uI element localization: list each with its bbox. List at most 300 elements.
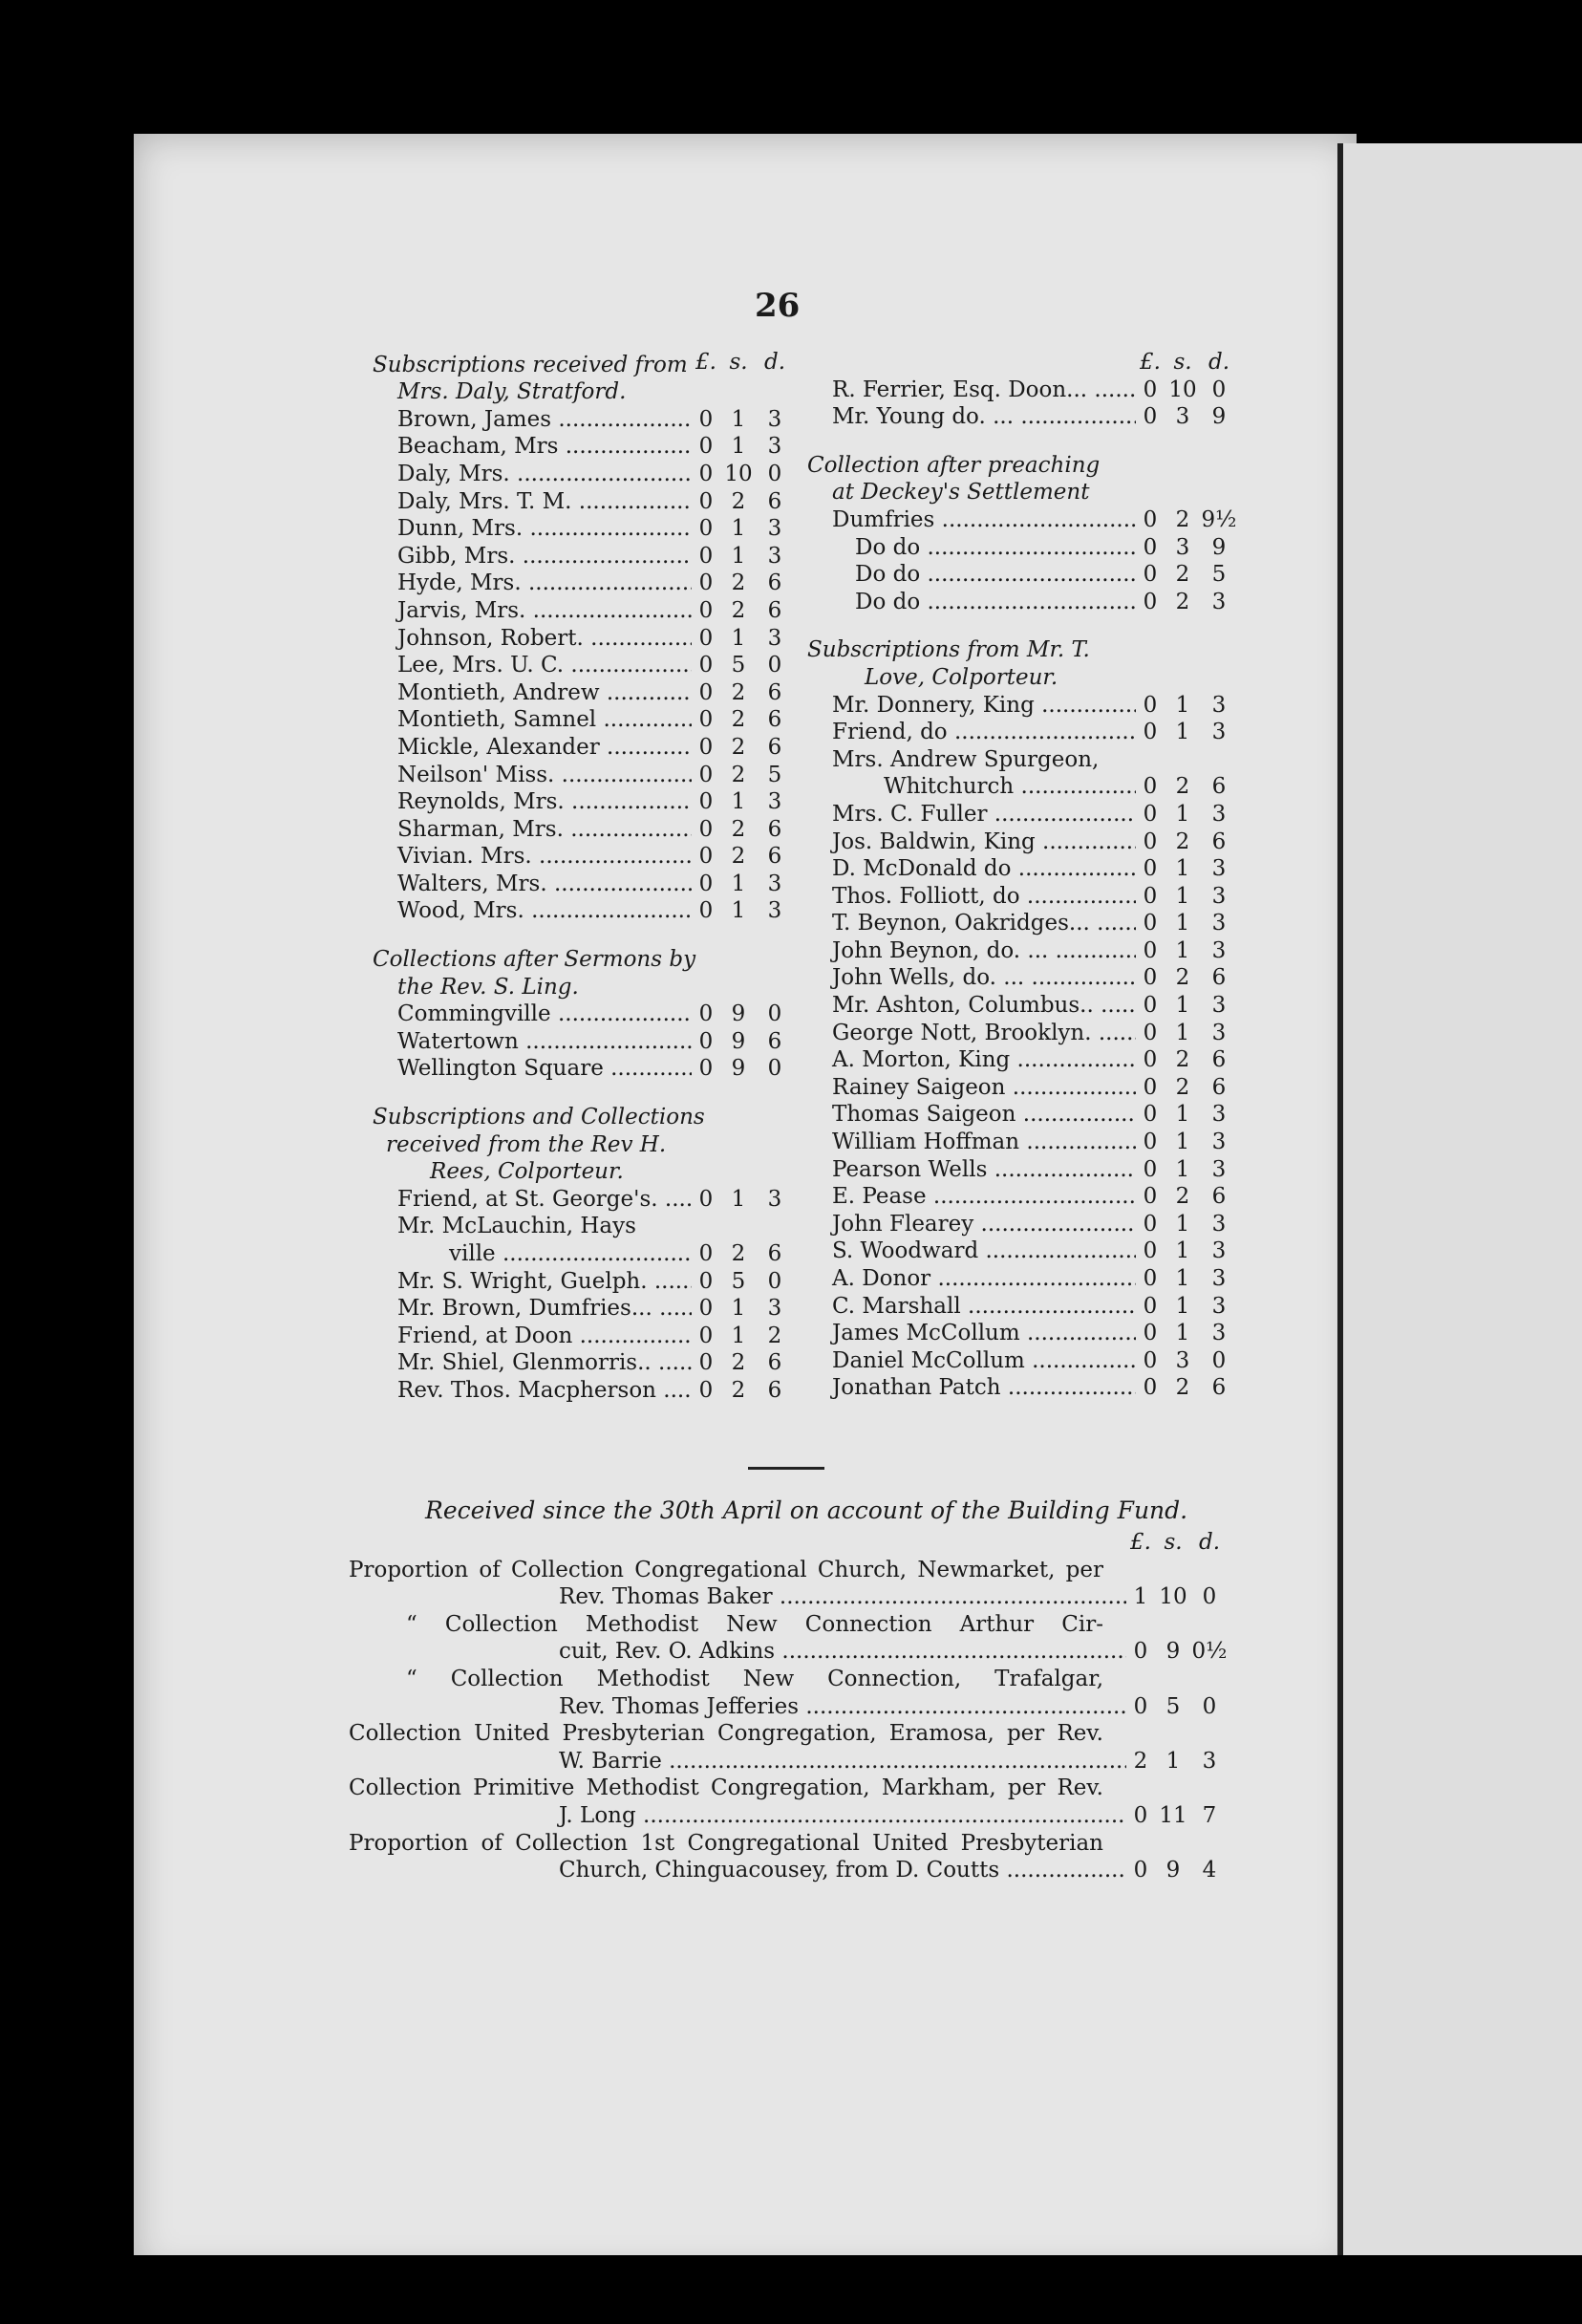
entry-pence: 7 — [1202, 1802, 1217, 1828]
entry-shillings: 2 — [731, 707, 746, 733]
entry-name: C. Marshall ..... — [807, 1293, 1136, 1321]
entry-pence: 3 — [767, 898, 782, 924]
entry-shillings: 2 — [1175, 965, 1190, 991]
entry-row — [807, 1293, 1237, 1321]
entry-row — [373, 406, 793, 434]
entry-shillings: 1 — [731, 871, 746, 896]
building-fund-row — [349, 1583, 1228, 1611]
entry-row — [373, 897, 793, 925]
entry-pence: 3 — [767, 1296, 782, 1322]
entry-shillings: 3 — [1175, 1347, 1190, 1373]
entry-pence: 6 — [767, 734, 782, 760]
entry-pence: 6 — [1211, 1047, 1227, 1073]
entry-pounds: 0 — [698, 1001, 714, 1027]
entry-pounds: 0 — [1143, 1074, 1158, 1100]
entry-shillings: 5 — [731, 653, 746, 678]
entry-pence: 3 — [1211, 1293, 1227, 1319]
entry-name: E. Pease ..... — [807, 1183, 1136, 1211]
entry-shillings: 1 — [731, 789, 746, 815]
section-title: Rees, Colporteur. — [430, 1159, 624, 1185]
entry-row — [807, 801, 1237, 828]
entry-pounds: 0 — [1143, 1238, 1158, 1264]
entry-pence: 3 — [1211, 856, 1227, 882]
adjacent-page-edge — [1337, 143, 1582, 2284]
entry-shillings: 2 — [1175, 1375, 1190, 1401]
pence-header: d. — [1208, 350, 1230, 375]
entry-name: Reynolds, Mrs. ..... — [373, 788, 692, 816]
entry-pence: 0 — [1211, 1347, 1227, 1373]
entry-pounds: 0 — [698, 762, 714, 787]
entry-shillings: 1 — [1175, 1266, 1190, 1291]
entry-pounds: 0 — [1143, 1375, 1158, 1401]
entry-pence: 4 — [1202, 1858, 1217, 1883]
entry-shillings: 1 — [1175, 1211, 1190, 1237]
building-fund-row — [349, 1611, 1228, 1639]
entry-shillings: 1 — [731, 898, 746, 924]
entry-name: Rainey Saigeon ..... — [807, 1074, 1136, 1102]
entry-pounds: 0 — [698, 1268, 714, 1294]
entry-row — [373, 1028, 793, 1056]
building-fund-row — [349, 1748, 1228, 1775]
entry-row — [807, 506, 1237, 534]
entry-name: “ Collection Methodist New Connection Arthur Cir- — [406, 1611, 1103, 1637]
section-title: Subscriptions from Mr. T. — [807, 637, 1090, 663]
entry-row — [373, 652, 793, 679]
entry-pounds: 0 — [698, 543, 714, 569]
entry-name: Pearson Wells ..... — [807, 1156, 1136, 1184]
entry-pounds: 0 — [1133, 1858, 1148, 1883]
entry-pence: 0 — [1211, 377, 1227, 402]
entry-name: Vivian. Mrs. ..... — [373, 843, 692, 871]
entry-row — [373, 1240, 793, 1268]
entry-pounds: 0 — [1143, 589, 1158, 614]
entry-row — [807, 589, 1237, 616]
entry-pence: 0 — [767, 1268, 782, 1294]
entry-shillings: 1 — [1175, 883, 1190, 909]
section-title: Subscriptions received from — [373, 352, 688, 377]
entry-shillings: 1 — [1175, 692, 1190, 718]
entry-row — [373, 706, 793, 734]
entry-row — [373, 1186, 793, 1214]
entry-pounds: 0 — [698, 1241, 714, 1266]
entry-shillings: 1 — [1175, 1020, 1190, 1045]
entry-pounds: 0 — [698, 597, 714, 623]
entry-shillings: 10 — [1159, 1584, 1187, 1610]
section-title: Collections after Sermons by — [373, 947, 696, 973]
entry-pounds: 0 — [1143, 377, 1158, 402]
entry-pence: 3 — [767, 871, 782, 896]
entry-pounds: 0 — [698, 734, 714, 760]
entry-pence: 6 — [767, 1350, 782, 1376]
entry-shillings: 2 — [731, 679, 746, 705]
entry-shillings: 1 — [1175, 801, 1190, 827]
entry-name: cuit, Rev. O. Adkins ..... — [349, 1638, 1126, 1666]
entry-pence: 3 — [1211, 1211, 1227, 1237]
entry-name: Mr. Ashton, Columbus.. ..... — [807, 992, 1136, 1020]
entry-row — [807, 910, 1237, 937]
entry-pence: 6 — [767, 1028, 782, 1054]
entry-row — [807, 561, 1237, 589]
entry-name: Rev. Thomas Baker ..... — [349, 1583, 1126, 1611]
entry-shillings: 2 — [1175, 828, 1190, 854]
entry-pence: 3 — [1211, 993, 1227, 1019]
entry-name: Mickle, Alexander ..... — [373, 734, 692, 762]
entry-pence: 6 — [767, 816, 782, 842]
entry-name: Daniel McCollum ..... — [807, 1347, 1136, 1375]
shillings-header: s. — [1173, 350, 1192, 375]
entry-pence: 6 — [767, 679, 782, 705]
entry-pence: 3 — [1211, 883, 1227, 909]
entry-row — [807, 1046, 1237, 1074]
entry-name: W. Barrie ..... — [349, 1748, 1126, 1775]
section3-list — [373, 1186, 793, 1405]
entry-pounds: 0 — [1143, 965, 1158, 991]
section-title: received from the Rev H. — [386, 1131, 667, 1157]
entry-pounds: 0 — [698, 707, 714, 733]
entry-pounds: 0 — [1143, 1130, 1158, 1155]
entry-pounds: 0 — [1143, 1347, 1158, 1373]
entry-row — [807, 1101, 1237, 1129]
entry-shillings: 2 — [1175, 562, 1190, 588]
section2-list — [373, 1001, 793, 1083]
building-fund-table — [349, 1529, 1228, 1884]
entry-row — [807, 1347, 1237, 1375]
entry-shillings: 1 — [731, 543, 746, 569]
entry-row — [807, 964, 1237, 992]
entry-name: Daly, Mrs. T. M. ..... — [373, 488, 692, 516]
entry-pounds: 0 — [1143, 1184, 1158, 1210]
entry-name: Friend, at Doon ..... — [373, 1323, 692, 1350]
building-fund-row — [349, 1830, 1228, 1858]
entry-shillings: 2 — [731, 816, 746, 842]
entry-name: Walters, Mrs. ..... — [373, 871, 692, 898]
entry-name: Wood, Mrs. ..... — [373, 897, 692, 925]
entry-shillings: 2 — [1175, 1047, 1190, 1073]
entry-shillings: 2 — [731, 597, 746, 623]
entry-pounds: 0 — [1143, 801, 1158, 827]
entry-pounds: 0 — [698, 1186, 714, 1212]
pence-header: d. — [763, 350, 786, 375]
entry-name: Lee, Mrs. U. C. ..... — [373, 652, 692, 679]
entry-pounds: 0 — [698, 871, 714, 896]
entry-shillings: 2 — [1175, 774, 1190, 800]
entry-pounds: 0 — [1143, 1020, 1158, 1045]
entry-shillings: 2 — [731, 1350, 746, 1376]
entry-pounds: 0 — [1143, 774, 1158, 800]
entry-name: Wellington Square ..... — [373, 1055, 692, 1083]
entry-name: Proportion of Collection 1st Congregational United Presbyterian — [349, 1830, 1103, 1856]
entry-pence: 0 — [1202, 1584, 1217, 1610]
entry-name: A. Morton, King ..... — [807, 1046, 1136, 1074]
entry-pence: 3 — [1211, 720, 1227, 745]
entry-pounds: 0 — [698, 679, 714, 705]
entry-name: Hyde, Mrs. ..... — [373, 570, 692, 597]
entry-name: “ Collection Methodist New Connection, Trafalgar, — [406, 1666, 1103, 1691]
entry-row — [373, 816, 793, 844]
entry-row — [807, 719, 1237, 746]
entry-name: Church, Chinguacousey, from D. Coutts ..... — [349, 1857, 1126, 1884]
entry-name: ville ..... — [373, 1240, 692, 1268]
entry-pounds: 0 — [1133, 1802, 1148, 1828]
entry-pounds: 0 — [1143, 720, 1158, 745]
entry-row — [373, 1055, 793, 1083]
entry-pounds: 0 — [698, 1323, 714, 1348]
entry-shillings: 1 — [1175, 720, 1190, 745]
entry-shillings: 1 — [731, 1186, 746, 1212]
entry-pence: 3 — [767, 1186, 782, 1212]
entry-name: Mr. McLauchin, Hays — [397, 1214, 636, 1239]
entry-shillings: 2 — [1175, 506, 1190, 532]
entry-name: Mr. S. Wright, Guelph. ..... — [373, 1268, 692, 1296]
entry-row — [807, 828, 1237, 856]
entry-pounds: 0 — [698, 1028, 714, 1054]
right-column — [807, 349, 1237, 1402]
entry-row — [373, 1295, 793, 1323]
entry-shillings: 2 — [731, 1377, 746, 1403]
entry-pounds: 0 — [1143, 506, 1158, 532]
entry-pounds: 0 — [1143, 1156, 1158, 1182]
entry-row — [807, 855, 1237, 883]
entry-shillings: 1 — [1175, 1102, 1190, 1128]
entry-pence: 3 — [1211, 1321, 1227, 1346]
entry-pence: 3 — [767, 789, 782, 815]
entry-shillings: 1 — [1175, 1293, 1190, 1319]
entry-pounds: 0 — [698, 653, 714, 678]
entry-pounds: 0 — [1143, 828, 1158, 854]
entry-shillings: 2 — [731, 762, 746, 787]
entry-shillings: 2 — [1175, 589, 1190, 614]
entry-row — [373, 871, 793, 898]
entry-row — [807, 1020, 1237, 1047]
entry-shillings: 9 — [1165, 1639, 1181, 1665]
entry-row — [373, 597, 793, 625]
entry-pence: 6 — [767, 570, 782, 596]
entry-shillings: 1 — [1175, 1156, 1190, 1182]
entry-pounds: 0 — [1143, 534, 1158, 560]
entry-pence: 9 — [1211, 534, 1227, 560]
entry-pounds: 0 — [1143, 692, 1158, 718]
entry-row — [373, 1268, 793, 1296]
collection-list — [807, 506, 1237, 615]
entry-shillings: 9 — [731, 1028, 746, 1054]
entry-pounds: 1 — [1133, 1584, 1148, 1610]
entry-shillings: 1 — [731, 1323, 746, 1348]
entry-row — [373, 461, 793, 488]
entry-shillings: 9 — [1165, 1858, 1181, 1883]
entry-row — [807, 377, 1237, 404]
entry-row — [373, 543, 793, 570]
entry-shillings: 1 — [731, 434, 746, 460]
entry-shillings: 1 — [1175, 911, 1190, 936]
entry-name: R. Ferrier, Esq. Doon... ..... — [807, 377, 1136, 404]
entry-row — [807, 1320, 1237, 1347]
entry-pounds: 0 — [1143, 1047, 1158, 1073]
section1-list — [373, 406, 793, 925]
entry-pounds: 0 — [698, 1296, 714, 1322]
divider-rule — [748, 1467, 824, 1470]
entry-pence: 3 — [767, 543, 782, 569]
entry-pence: 3 — [1211, 1266, 1227, 1291]
entry-pounds: 0 — [698, 1350, 714, 1376]
section-title: the Rev. S. Ling. — [397, 974, 579, 1000]
entry-pence: 6 — [767, 1377, 782, 1403]
entry-shillings: 10 — [724, 461, 753, 486]
entry-pence: 0 — [767, 1001, 782, 1027]
entry-pence: 0 — [1202, 1693, 1217, 1719]
entry-shillings: 1 — [731, 1296, 746, 1322]
entry-shillings: 10 — [1168, 377, 1197, 402]
entry-pounds: 0 — [1143, 1266, 1158, 1291]
entry-pounds: 0 — [698, 516, 714, 542]
currency-header-right — [807, 349, 1237, 377]
entry-pounds: 0 — [1143, 856, 1158, 882]
entry-row — [373, 788, 793, 816]
entry-pounds: 0 — [698, 789, 714, 815]
entry-name: John Beynon, do. ... ..... — [807, 937, 1136, 965]
entry-row — [807, 992, 1237, 1020]
entry-pence: 6 — [1211, 1184, 1227, 1210]
entry-shillings: 1 — [731, 406, 746, 432]
entry-name: Jos. Baldwin, King ..... — [807, 828, 1136, 856]
shillings-header: s. — [729, 350, 748, 375]
entry-row — [373, 625, 793, 653]
section-title: Subscriptions and Collections — [373, 1105, 705, 1130]
entry-row — [373, 734, 793, 762]
entry-shillings: 2 — [731, 734, 746, 760]
entry-shillings: 9 — [731, 1056, 746, 1082]
entry-pence: 6 — [767, 597, 782, 623]
entry-pounds: 0 — [1143, 404, 1158, 430]
entry-row — [373, 679, 793, 707]
entry-shillings: 1 — [1175, 1130, 1190, 1155]
currency-header-building — [349, 1529, 1228, 1557]
building-fund-row — [349, 1802, 1228, 1830]
entry-name: Friend, do ..... — [807, 719, 1136, 746]
entry-row — [373, 1349, 793, 1377]
entry-pence: 3 — [1211, 911, 1227, 936]
entry-pence: 3 — [1211, 1130, 1227, 1155]
entry-shillings: 1 — [1165, 1748, 1181, 1774]
entry-pence: 6 — [767, 1241, 782, 1266]
entry-pence: 6 — [1211, 1375, 1227, 1401]
entry-name: Sharman, Mrs. ..... — [373, 816, 692, 844]
entry-pounds: 0 — [1143, 911, 1158, 936]
entry-row — [807, 1129, 1237, 1156]
entry-row — [807, 403, 1237, 431]
entry-pounds: 0 — [698, 570, 714, 596]
entry-shillings: 2 — [731, 1241, 746, 1266]
building-fund-row — [349, 1720, 1228, 1748]
entry-row — [373, 1377, 793, 1405]
entry-shillings: 2 — [731, 570, 746, 596]
entry-name: S. Woodward ..... — [807, 1237, 1136, 1265]
building-fund-row — [349, 1857, 1228, 1884]
entry-name: Commingville ..... — [373, 1001, 692, 1028]
entry-pence: 3 — [1211, 589, 1227, 614]
entry-pence: 3 — [1211, 1102, 1227, 1128]
entry-row — [373, 762, 793, 789]
entry-pence: 6 — [1211, 1074, 1227, 1100]
entry-pence: 6 — [1211, 965, 1227, 991]
entry-pence: 3 — [767, 434, 782, 460]
pounds-header: £. — [1140, 350, 1161, 375]
entry-shillings: 11 — [1159, 1802, 1187, 1828]
entry-name: John Flearey ..... — [807, 1211, 1136, 1238]
entry-name: Mr. Donnery, King ..... — [807, 692, 1136, 720]
entry-row — [373, 570, 793, 597]
section-title: Mrs. Daly, Stratford. — [397, 379, 627, 405]
entry-name: T. Beynon, Oakridges... ..... — [807, 910, 1136, 937]
entry-name: Thos. Folliott, do ..... — [807, 883, 1136, 911]
entry-shillings: 1 — [1175, 1238, 1190, 1264]
entry-shillings: 1 — [1175, 856, 1190, 882]
love-list — [807, 692, 1237, 1402]
entry-name: John Wells, do. ... ..... — [807, 964, 1136, 992]
entry-row — [373, 515, 793, 543]
entry-pence: 6 — [767, 488, 782, 514]
entry-name: James McCollum ..... — [807, 1320, 1136, 1347]
entry-shillings: 2 — [1175, 1184, 1190, 1210]
entry-row — [807, 534, 1237, 562]
entry-name: Jonathan Patch ..... — [807, 1374, 1136, 1402]
building-fund-row — [349, 1775, 1228, 1802]
entry-name: Neilson' Miss. ..... — [373, 762, 692, 789]
pounds-header: £. — [695, 350, 716, 375]
entry-name: Johnson, Robert. ..... — [373, 625, 692, 653]
entry-shillings: 1 — [1175, 937, 1190, 963]
entry-pence: 3 — [767, 406, 782, 432]
shillings-header: s. — [1164, 1530, 1183, 1555]
entry-pence: 3 — [1211, 937, 1227, 963]
entry-shillings: 9 — [731, 1001, 746, 1027]
entry-pounds: 0 — [1143, 883, 1158, 909]
scan-border — [134, 2255, 1582, 2324]
entry-name: Brown, James ..... — [373, 406, 692, 434]
right-top-list — [807, 377, 1237, 431]
entry-pence: 2 — [767, 1323, 782, 1348]
entry-row — [807, 1374, 1237, 1402]
entry-name: Montieth, Samnel ..... — [373, 706, 692, 734]
entry-pence: 3 — [767, 625, 782, 651]
section-title: Love, Colporteur. — [865, 664, 1058, 690]
building-fund-list — [349, 1557, 1228, 1884]
entry-name: George Nott, Brooklyn. ..... — [807, 1020, 1136, 1047]
entry-pence: 3 — [1211, 1020, 1227, 1045]
entry-row — [373, 843, 793, 871]
entry-pounds: 0 — [698, 898, 714, 924]
entry-name: Mrs. Andrew Spurgeon, — [832, 746, 1100, 772]
entry-row — [373, 433, 793, 461]
entry-name: Mrs. C. Fuller ..... — [807, 801, 1136, 828]
entry-row — [807, 1211, 1237, 1238]
entry-shillings: 3 — [1175, 404, 1190, 430]
entry-shillings: 5 — [1165, 1693, 1181, 1719]
building-fund-row — [349, 1666, 1228, 1693]
entry-pence: 3 — [1211, 1238, 1227, 1264]
entry-shillings: 1 — [731, 625, 746, 651]
entry-row — [807, 883, 1237, 911]
entry-shillings: 1 — [1175, 1321, 1190, 1346]
entry-name: Montieth, Andrew ..... — [373, 679, 692, 707]
entry-row — [373, 1213, 793, 1240]
entry-name: Rev. Thos. Macpherson ..... — [373, 1377, 692, 1405]
entry-shillings: 2 — [1175, 1074, 1190, 1100]
entry-pounds: 0 — [1143, 1102, 1158, 1128]
entry-pounds: 0 — [698, 816, 714, 842]
building-fund-row — [349, 1638, 1228, 1666]
entry-pence: 3 — [1211, 801, 1227, 827]
entry-pounds: 0 — [698, 625, 714, 651]
